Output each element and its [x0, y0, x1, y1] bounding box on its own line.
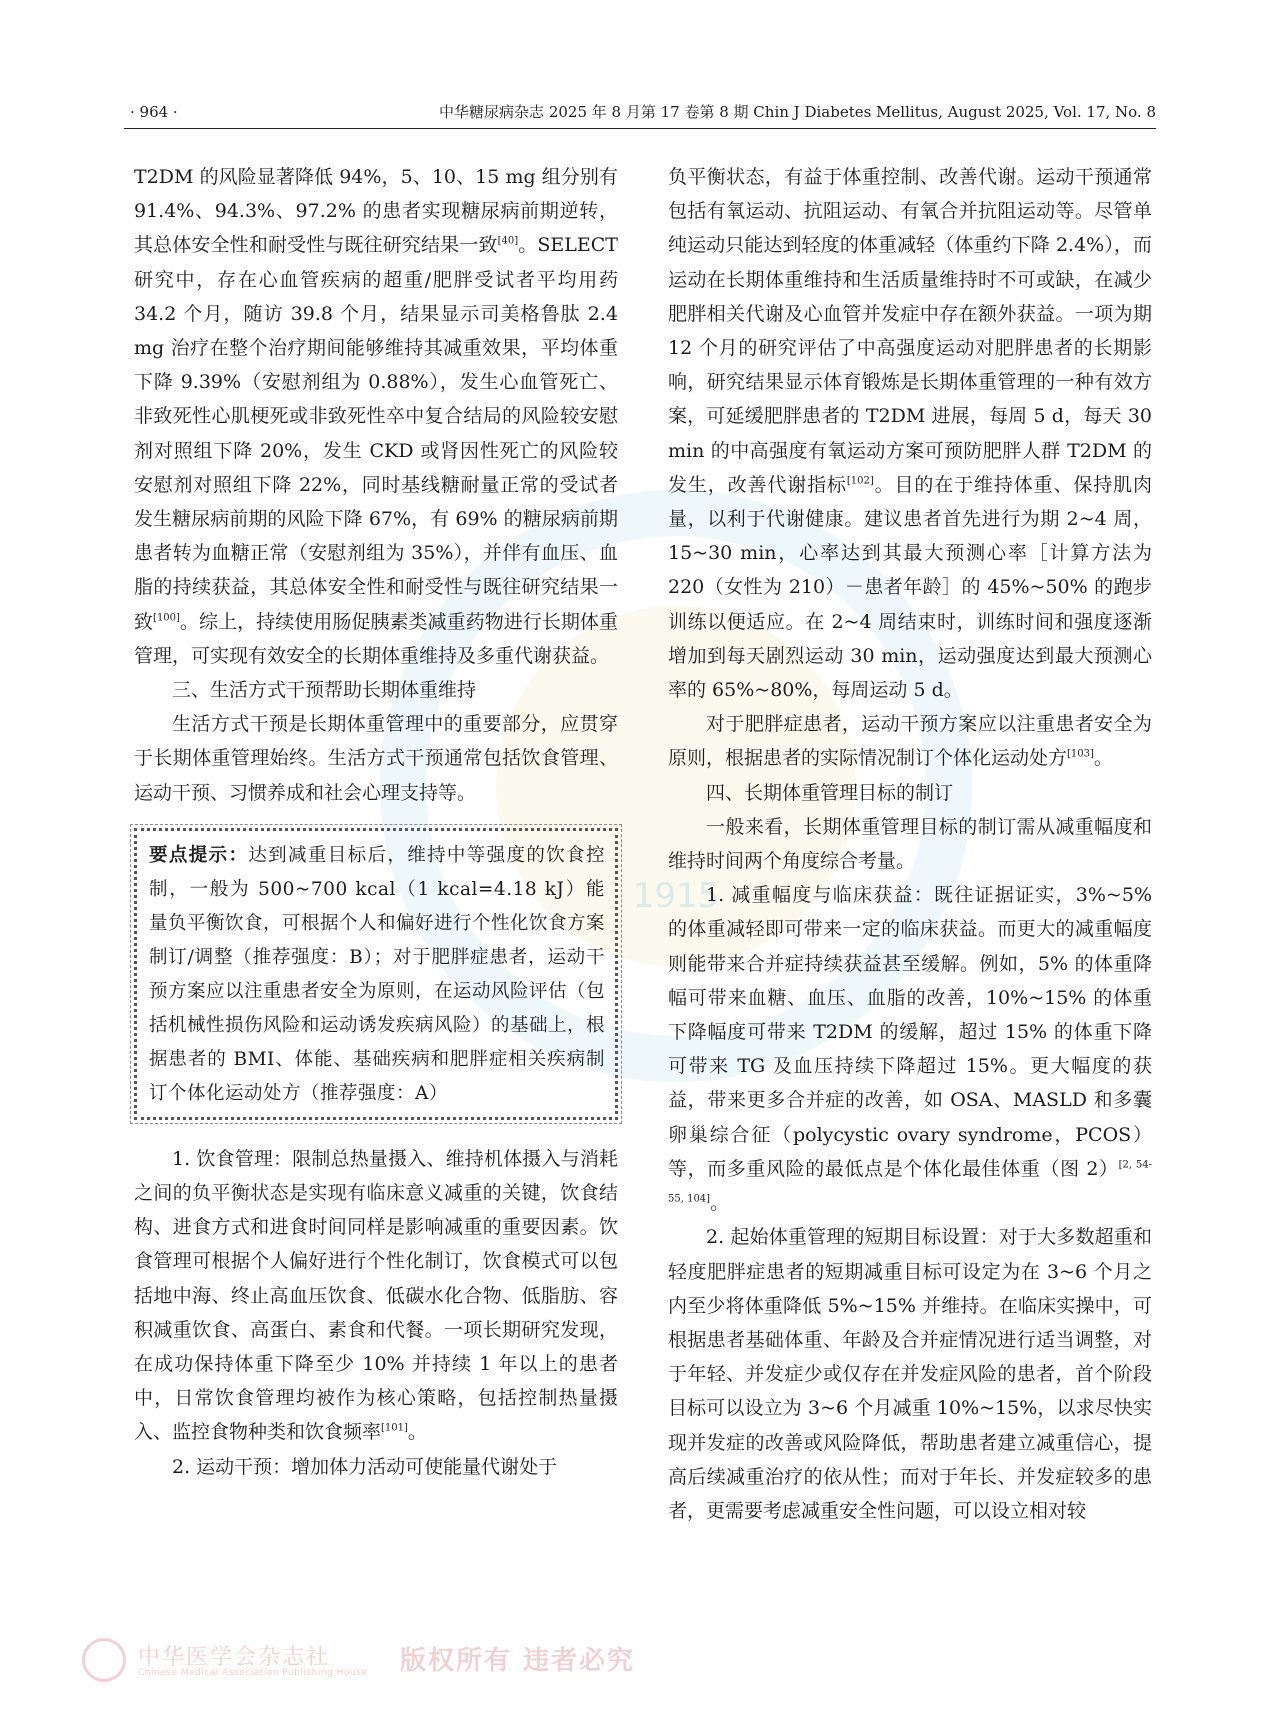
running-header — [124, 98, 1156, 126]
page-number: · 964 · — [130, 103, 178, 121]
left-column — [134, 160, 618, 1484]
seal-year: 1915 — [632, 876, 720, 916]
publisher-emblem-icon — [82, 1638, 126, 1682]
reference-marker: [103] — [1067, 749, 1094, 761]
section-heading: 四、长期体重管理目标的制订 — [706, 781, 954, 804]
paragraph: 2. 起始体重管理的短期目标设置：对于大多数超重和轻度肥胖症患者的短期减重目标可设定为在 3~6 个月之内至少将体重降低 5%~15% 并维持。在临床实操中，可根据患者基础体重、年龄及合并症情况进行适当调整，对于年轻、并发症少或仅存在并发症风险的患者，首个阶段目标可以设立为 3~6 个月减重 10%~15%，以求尽快实现并发症的改善或风险降低，帮助患者建立减重信心，提高后续减重治疗的依从性；而对于年长、并发症较多的患者，更需要考虑减重安全性问题，可以设立相对较 — [668, 1226, 1152, 1522]
paragraph: 对于肥胖症患者，运动干预方案应以注重患者安全为原则，根据患者的实际情况制订个体化运动处方[103]。 — [668, 713, 1152, 770]
reference-marker: [40] — [497, 236, 519, 248]
copyright-notice: 版权所有 违者必究 — [400, 1646, 636, 1676]
key-points-label: 要点提示： — [149, 844, 249, 866]
right-column — [668, 160, 1152, 1528]
reference-marker: [2, 54-55, 104] — [668, 1159, 1152, 1205]
paragraph: 生活方式干预是长期体重管理中的重要部分，应贯穿于长期体重管理始终。生活方式干预通常包括饮食管理、运动干预、习惯养成和社会心理支持等。 — [134, 713, 618, 804]
reference-marker: [100] — [153, 612, 180, 624]
paragraph: 负平衡状态，有益于体重控制、改善代谢。运动干预通常包括有氧运动、抗阻运动、有氧合并抗阻运动等。尽管单纯运动只能达到轻度的体重减轻（体重约下降 2.4%），而运动在长期体重维持和生活质量维持时不可或缺，在减少肥胖相关代谢及心血管并发症中存在额外获益。一项为期 12 个月的研究评估了中高强度运动对肥胖患者的长期影响，研究结果显示体育锻炼是长期体重管理的一种有效方案，可延缓肥胖患者的 T2DM 进展，每周 5 d，每天 30 min 的中高强度有氧运动方案可预防肥胖人群 T2DM 的发生，改善代谢指标[102]。目的在于维持体重、保持肌肉量，以利于代谢健康。建议患者首先进行为期 2~4 周，15~30 min，心率达到其最大预测心率［计算方法为 220（女性为 210）－患者年龄］的 45%~50% 的跑步训练以便适应。在 2~4 周结束时，训练时间和强度逐渐增加到每天剧烈运动 30 min，运动强度达到最大预测心率的 65%~80%，每周运动 5 d。 — [668, 166, 1152, 702]
paragraph: 1. 饮食管理：限制总热量摄入、维持机体摄入与消耗之间的负平衡状态是实现有临床意义减重的关键，饮食结构、进食方式和进食时间同样是影响减重的重要因素。饮食管理可根据个人偏好进行个性化制订，饮食模式可以包括地中海、终止高血压饮食、低碳水化合物、低脂肪、容积减重饮食、高蛋白、素食和代餐。一项长期研究发现，在成功保持体重下降至少 10% 并持续 1 年以上的患者中，日常饮食管理均被作为核心策略，包括控制热量摄入、监控食物种类和饮食频率[101]。 — [134, 1147, 618, 1444]
paragraph: T2DM 的风险显著降低 94%，5、10、15 mg 组分别有 91.4%、94.3%、97.2% 的患者实现糖尿病前期逆转，其总体安全性和耐受性与既往研究结果一致[40]。SELECT 研究中，存在心血管疾病的超重/肥胖受试者平均用药 34.2 个月，随访 39.8 个月，结果显示司美格鲁肽 2.4 mg 治疗在整个治疗期间能够维持其减重效果，平均体重下降 9.39%（安慰剂组为 0.88%），发生心血管死亡、非致死性心肌梗死或非致死性卒中复合结局的风险较安慰剂对照组下降 20%，发生 CKD 或肾因性死亡的风险较安慰剂对照组下降 22%，同时基线糖耐量正常的受试者发生糖尿病前期的风险下降 67%，有 69% 的糖尿病前期患者转为血糖正常（安慰剂组为 35%），并伴有血压、血脂的持续获益，其总体安全性和耐受性与既往研究结果一致[100]。综上，持续使用肠促胰素类减重药物进行长期体重管理，可实现有效安全的长期体重维持及多重代谢获益。 — [134, 166, 618, 667]
paragraph: 1. 减重幅度与临床获益：既往证据证实，3%~5% 的体重减轻即可带来一定的临床获益。而更大的减重幅度则能带来合并症持续获益甚至缓解。例如，5% 的体重降幅可带来血糖、血压、血脂的改善，10%~15% 的体重下降幅度可带来 T2DM 的缓解，超过 15% 的体重下降可带来 TG 及血压持续下降超过 15%。更大幅度的获益，带来更多合并症的改善，如 OSA、MASLD 和多囊卵巢综合征（polycystic ovary syndrome，PCOS）等，而多重风险的最低点是个体化最佳体重（图 2）[2, 54-55, 104]。 — [668, 884, 1152, 1215]
key-points-box — [134, 828, 618, 1120]
journal-citation: 中华糖尿病杂志 2025 年 8 月第 17 卷第 8 期 Chin J Diabetes Mellitus, August 2025, Vol. 17, No. 8 — [439, 103, 1156, 121]
section-heading: 三、生活方式干预帮助长期体重维持 — [172, 679, 477, 702]
reference-marker: [101] — [381, 1423, 408, 1435]
header-rule — [124, 128, 1156, 129]
key-points-text: 达到减重目标后，维持中等强度的饮食控制，一般为 500~700 kcal（1 kcal=4.18 kJ）能量负平衡饮食，可根据个人和偏好进行个性化饮食方案制订/调整（推荐强度：B）；对于肥胖症患者，运动干预方案应以注重患者安全为原则，在运动风险评估（包括机械性损伤风险和运动诱发疾病风险）的基础上，根据患者的 BMI、体能、基础疾病和肥胖症相关疾病制订个体化运动处方（推荐强度：A） — [149, 844, 606, 1104]
publisher-watermark — [82, 1636, 642, 1686]
publisher-name: 中华医学会杂志社 — [138, 1645, 331, 1670]
reference-marker: [102] — [846, 475, 874, 487]
paragraph: 一般来看，长期体重管理目标的制订需从减重幅度和维持时间两个角度综合考量。 — [668, 815, 1152, 873]
publisher-name-en: Chinese Medical Association Publishing House — [138, 1668, 368, 1678]
paragraph: 2. 运动干预：增加体力活动可使能量代谢处于 — [172, 1455, 558, 1478]
